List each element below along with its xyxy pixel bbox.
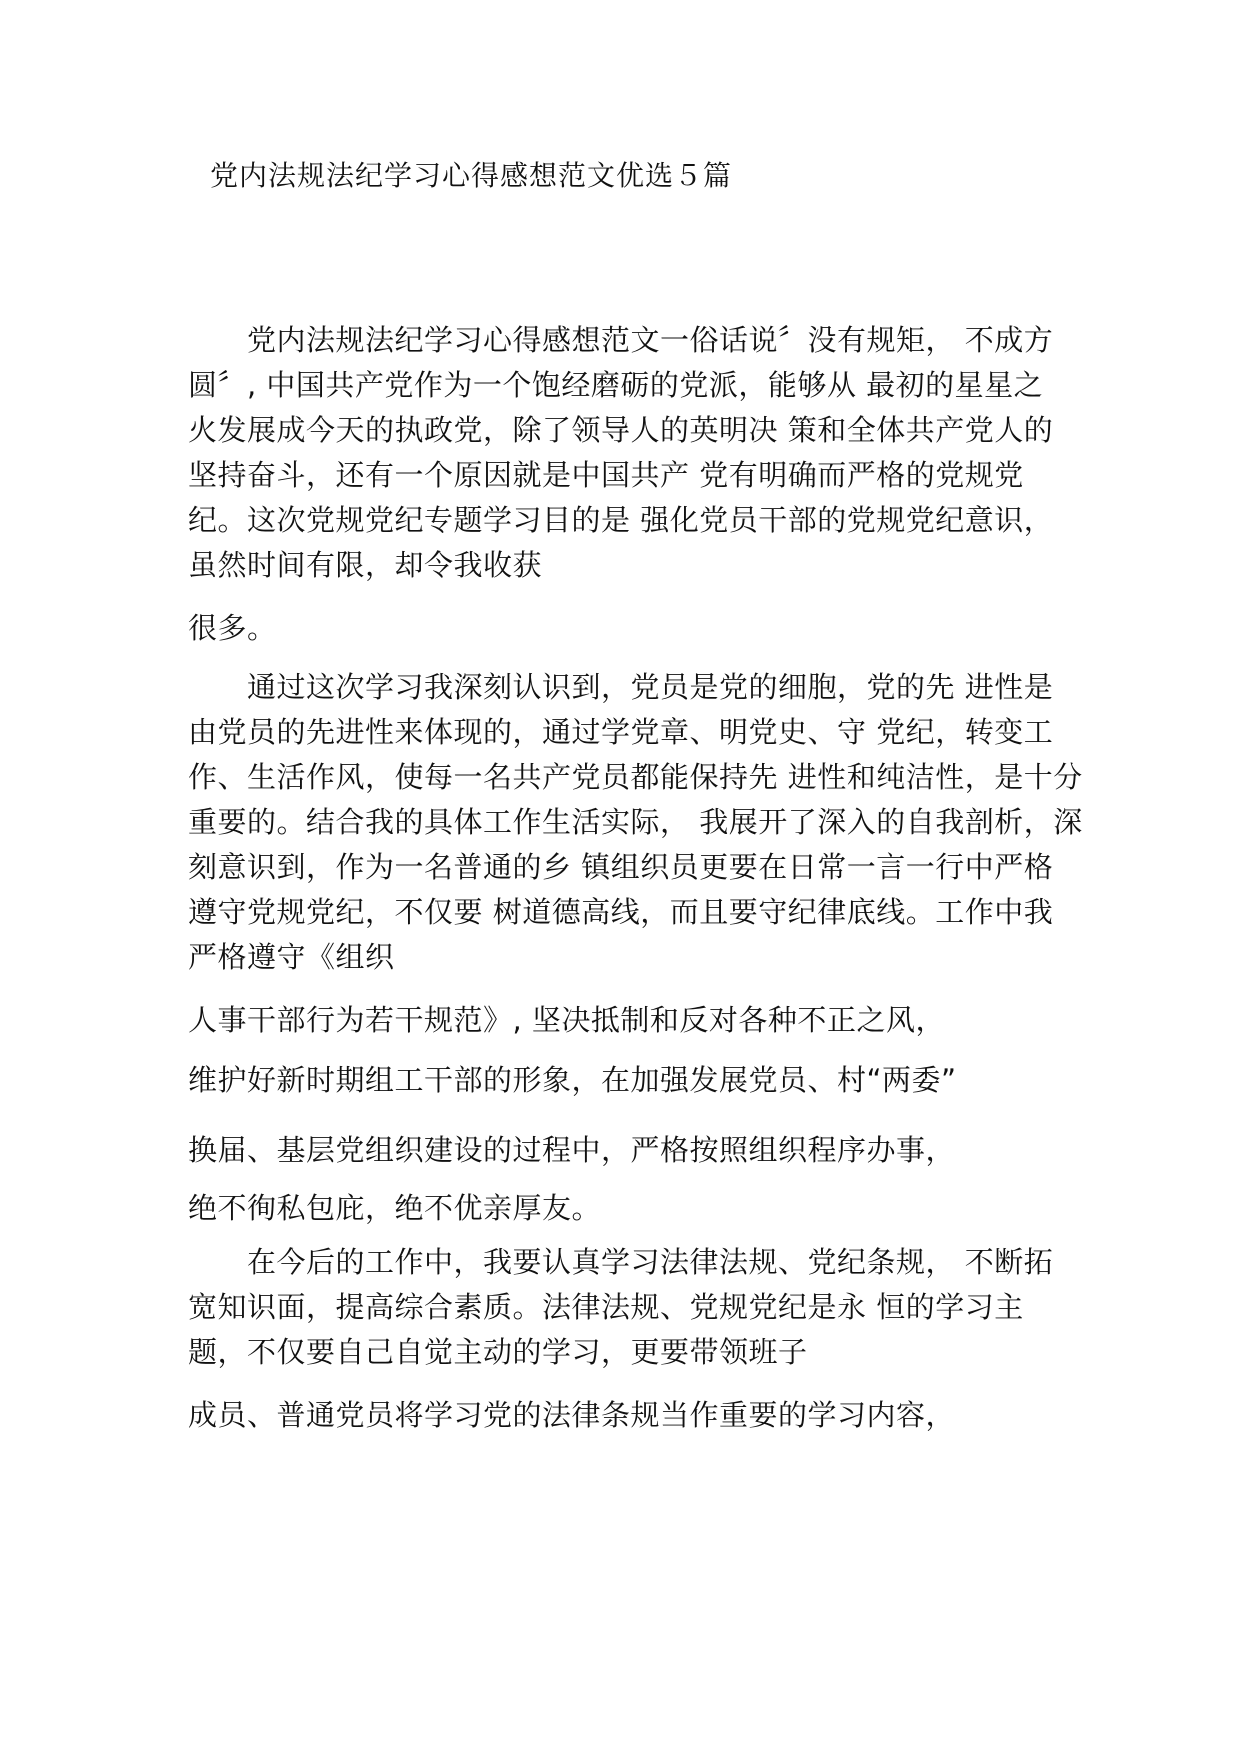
body-line: 圆〞, 中国共产党作为一个饱经磨砺的党派，能够从 最初的星星之 [188,368,1044,402]
body-line: 由党员的先进性来体现的，通过学党章、明党史、守 党纪，转变工 [188,715,1054,749]
body-line: 坚持奋斗，还有一个原因就是中国共产 党有明确而严格的党规党 [188,458,1024,492]
body-line: 严格遵守《组织 [188,940,395,974]
body-line: 火发展成今天的执政党，除了领导人的英明决 策和全体共产党人的 [188,413,1054,447]
body-line: 很多。 [188,611,277,645]
body-line: 宽知识面，提高综合素质。法律法规、党规党纪是永 恒的学习主 [188,1290,1024,1324]
body-line: 虽然时间有限，却令我收获 [188,548,543,582]
document-title: 党内法规法纪学习心得感想范文优选５篇 [210,159,733,192]
body-line: 重要的。结合我的具体工作生活实际， 我展开了深入的自我剖析，深 [188,805,1083,839]
body-line: 成员、普通党员将学习党的法律条规当作重要的学习内容， [188,1398,956,1432]
body-line: 题，不仅要自己自觉主动的学习，更要带领班子 [188,1335,808,1369]
body-line: 换届、基层党组织建设的过程中，严格按照组织程序办事， [188,1133,956,1167]
body-line: 通过这次学习我深刻认识到，党员是党的细胞，党的先 进性是 [188,670,1054,704]
body-line: 遵守党规党纪，不仅要 树道德高线，而且要守纪律底线。工作中我 [188,895,1054,929]
body-line: 作、生活作风，使每一名共产党员都能保持先 进性和纯洁性，是十分 [188,760,1083,794]
body-line: 人事干部行为若干规范》, 坚决抵制和反对各种不正之风， [188,1003,945,1037]
body-line: 党内法规法纪学习心得感想范文一俗话说〞没有规矩， 不成方 [188,323,1054,357]
body-line: 绝不徇私包庇，绝不优亲厚友。 [188,1191,602,1225]
body-line: 在今后的工作中，我要认真学习法律法规、党纪条规， 不断拓 [188,1245,1054,1279]
body-line: 维护好新时期组工干部的形象，在加强发展党员、村“两委” [188,1063,957,1097]
body-line: 刻意识到，作为一名普通的乡 镇组织员更要在日常一言一行中严格 [188,850,1054,884]
body-line: 纪。这次党规党纪专题学习目的是 强化党员干部的党规党纪意识， [188,503,1054,537]
